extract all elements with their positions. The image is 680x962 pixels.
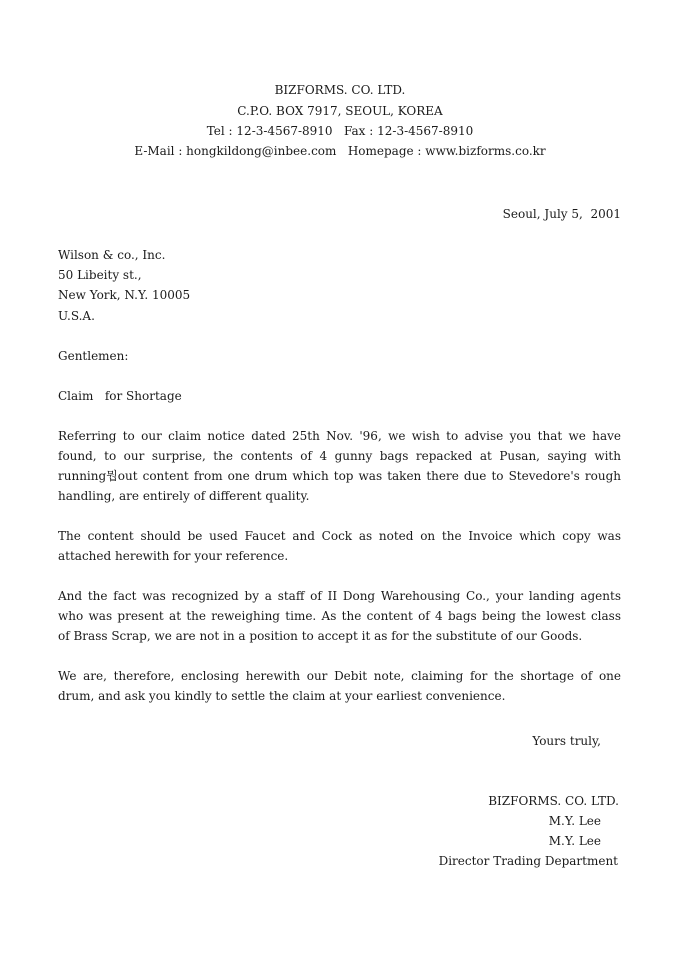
subject-line: Claim for Shortage — [58, 389, 182, 403]
letterhead-tel-fax: Tel : 12-3-4567-8910 Fax : 12-3-4567-8910 — [206, 124, 474, 138]
paragraph-line: found, to our surprise, the contents of 4 gunny bags repacked at Pusan, saying with — [58, 449, 621, 463]
recipient-street: 50 Libeity st., — [58, 268, 142, 282]
body-paragraph-3 — [58, 586, 621, 646]
recipient-city: New York, N.Y. 10005 — [58, 288, 191, 302]
closing: Yours truly, — [532, 734, 601, 748]
paragraph-line: of Brass Scrap, we are not in a position to accept it as for the substitute of our Goods. — [58, 629, 583, 643]
paragraph-line: running뭡out content from one drum which top was taken there due to Stevedore's rough — [58, 469, 621, 483]
paragraph-line: handling, are entirely of different quality. — [58, 489, 310, 503]
recipient-name: Wilson & co., Inc. — [58, 248, 166, 262]
letterhead-email-homepage: E-Mail : hongkildong@inbee.com Homepage : www.bizforms.co.kr — [134, 144, 546, 158]
paragraph-line: The content should be used Faucet and Cock as noted on the Invoice which copy was — [58, 529, 621, 543]
signature-company: BIZFORMS. CO. LTD. — [488, 794, 619, 808]
recipient-country: U.S.A. — [58, 309, 95, 323]
letter-date: Seoul, July 5, 2001 — [502, 207, 621, 221]
body-paragraph-1 — [58, 426, 621, 506]
signature-name-1: M.Y. Lee — [548, 814, 601, 828]
paragraph-line: drum, and ask you kindly to settle the claim at your earliest convenience. — [58, 689, 506, 703]
signature-title: Director Trading Department — [438, 854, 618, 868]
body-paragraph-2 — [58, 526, 621, 566]
salutation: Gentlemen: — [58, 349, 129, 363]
signature-name-2: M.Y. Lee — [548, 834, 601, 848]
paragraph-line: And the fact was recognized by a staff of II Dong Warehousing Co., your landing agents — [58, 589, 621, 603]
paragraph-line: Referring to our claim notice dated 25th Nov. '96, we wish to advise you that we have — [58, 429, 621, 443]
paragraph-line: who was present at the reweighing time. As the content of 4 bags being the lowest class — [58, 609, 621, 623]
paragraph-line: We are, therefore, enclosing herewith our Debit note, claiming for the shortage of one — [58, 669, 621, 683]
letterhead-address: C.P.O. BOX 7917, SEOUL, KOREA — [237, 104, 443, 118]
paragraph-line: attached herewith for your reference. — [58, 549, 289, 563]
letterhead-company: BIZFORMS. CO. LTD. — [274, 83, 406, 97]
body-paragraph-4 — [58, 666, 621, 706]
